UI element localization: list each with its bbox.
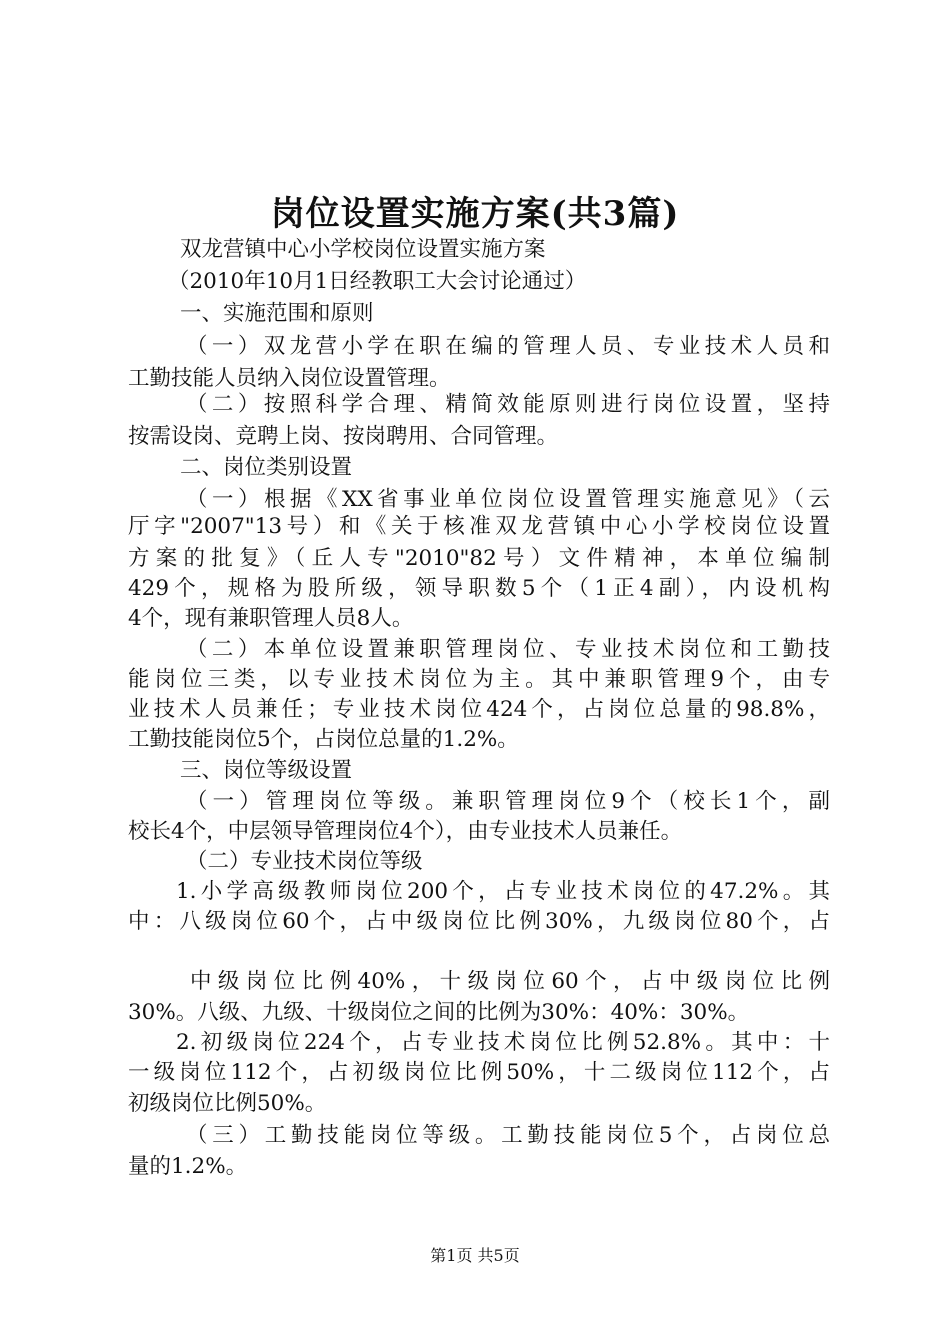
paragraph-line: 业技术人员兼任；专业技术岗位424个，占岗位总量的98.8%， xyxy=(128,697,830,722)
paragraph-line: 工勤技能人员纳入岗位设置管理。 xyxy=(128,366,451,391)
document-title: 岗位设置实施方案(共3篇) xyxy=(270,194,680,234)
page-footer: 第1页 共5页 xyxy=(430,1246,520,1265)
subtitle-line: 双龙营镇中心小学校岗位设置实施方案 xyxy=(180,237,546,262)
paragraph-line: 校长4个，中层领导管理岗位4个），由专业技术人员兼任。 xyxy=(128,819,683,844)
paragraph-line: 中：八级岗位60个，占中级岗位比例30%，九级岗位80个，占 xyxy=(128,909,830,934)
paragraph-line: （二）本单位设置兼职管理岗位、专业技术岗位和工勤技 xyxy=(186,637,830,662)
paragraph-line: （二）按照科学合理、精简效能原则进行岗位设置，坚持 xyxy=(186,392,830,417)
paragraph-line: 初级岗位比例50%。 xyxy=(128,1091,327,1116)
paragraph-line: 429个，规格为股所级，领导职数5个（1正4副），内设机构 xyxy=(128,576,830,601)
approval-note-line: （2010年10月1日经教职工大会讨论通过） xyxy=(168,269,587,294)
paragraph-line: （一）双龙营小学在职在编的管理人员、专业技术人员和 xyxy=(186,334,830,359)
paragraph-line: 4个，现有兼职管理人员8人。 xyxy=(128,606,414,631)
paragraph-line: 能岗位三类，以专业技术岗位为主。其中兼职管理9个，由专 xyxy=(128,667,830,692)
paragraph-line: 量的1.2%。 xyxy=(128,1154,248,1179)
subsection-heading: （二）专业技术岗位等级 xyxy=(186,849,423,874)
section-heading-3: 三、岗位等级设置 xyxy=(180,758,353,783)
paragraph-line: 2.初级岗位224个，占专业技术岗位比例52.8%。其中：十 xyxy=(176,1030,830,1055)
paragraph-line: （一）根据《XX省事业单位岗位设置管理实施意见》（云 xyxy=(186,487,830,512)
paragraph-line: （三）工勤技能岗位等级。工勤技能岗位5个，占岗位总 xyxy=(186,1123,830,1148)
paragraph-line: 工勤技能岗位5个，占岗位总量的1.2%。 xyxy=(128,727,519,752)
paragraph-line: 厅字"2007"13号）和《关于核准双龙营镇中心小学校岗位设置 xyxy=(128,514,830,539)
section-heading-1: 一、实施范围和原则 xyxy=(180,301,374,326)
paragraph-line: 方案的批复》（丘人专"2010"82号）文件精神，本单位编制 xyxy=(128,546,830,571)
section-heading-2: 二、岗位类别设置 xyxy=(180,455,353,480)
paragraph-line: （一）管理岗位等级。兼职管理岗位9个（校长1个，副 xyxy=(186,789,830,814)
paragraph-line: 一级岗位112个，占初级岗位比例50%，十二级岗位112个，占 xyxy=(128,1060,830,1085)
paragraph-line: 1.小学高级教师岗位200个，占专业技术岗位的47.2%。其 xyxy=(176,879,830,904)
paragraph-line: 按需设岗、竞聘上岗、按岗聘用、合同管理。 xyxy=(128,424,559,449)
paragraph-line: 30%。八级、九级、十级岗位之间的比例为30%：40%：30%。 xyxy=(128,1000,750,1025)
paragraph-line: 中级岗位比例40%，十级岗位60个，占中级岗位比例 xyxy=(190,969,830,994)
